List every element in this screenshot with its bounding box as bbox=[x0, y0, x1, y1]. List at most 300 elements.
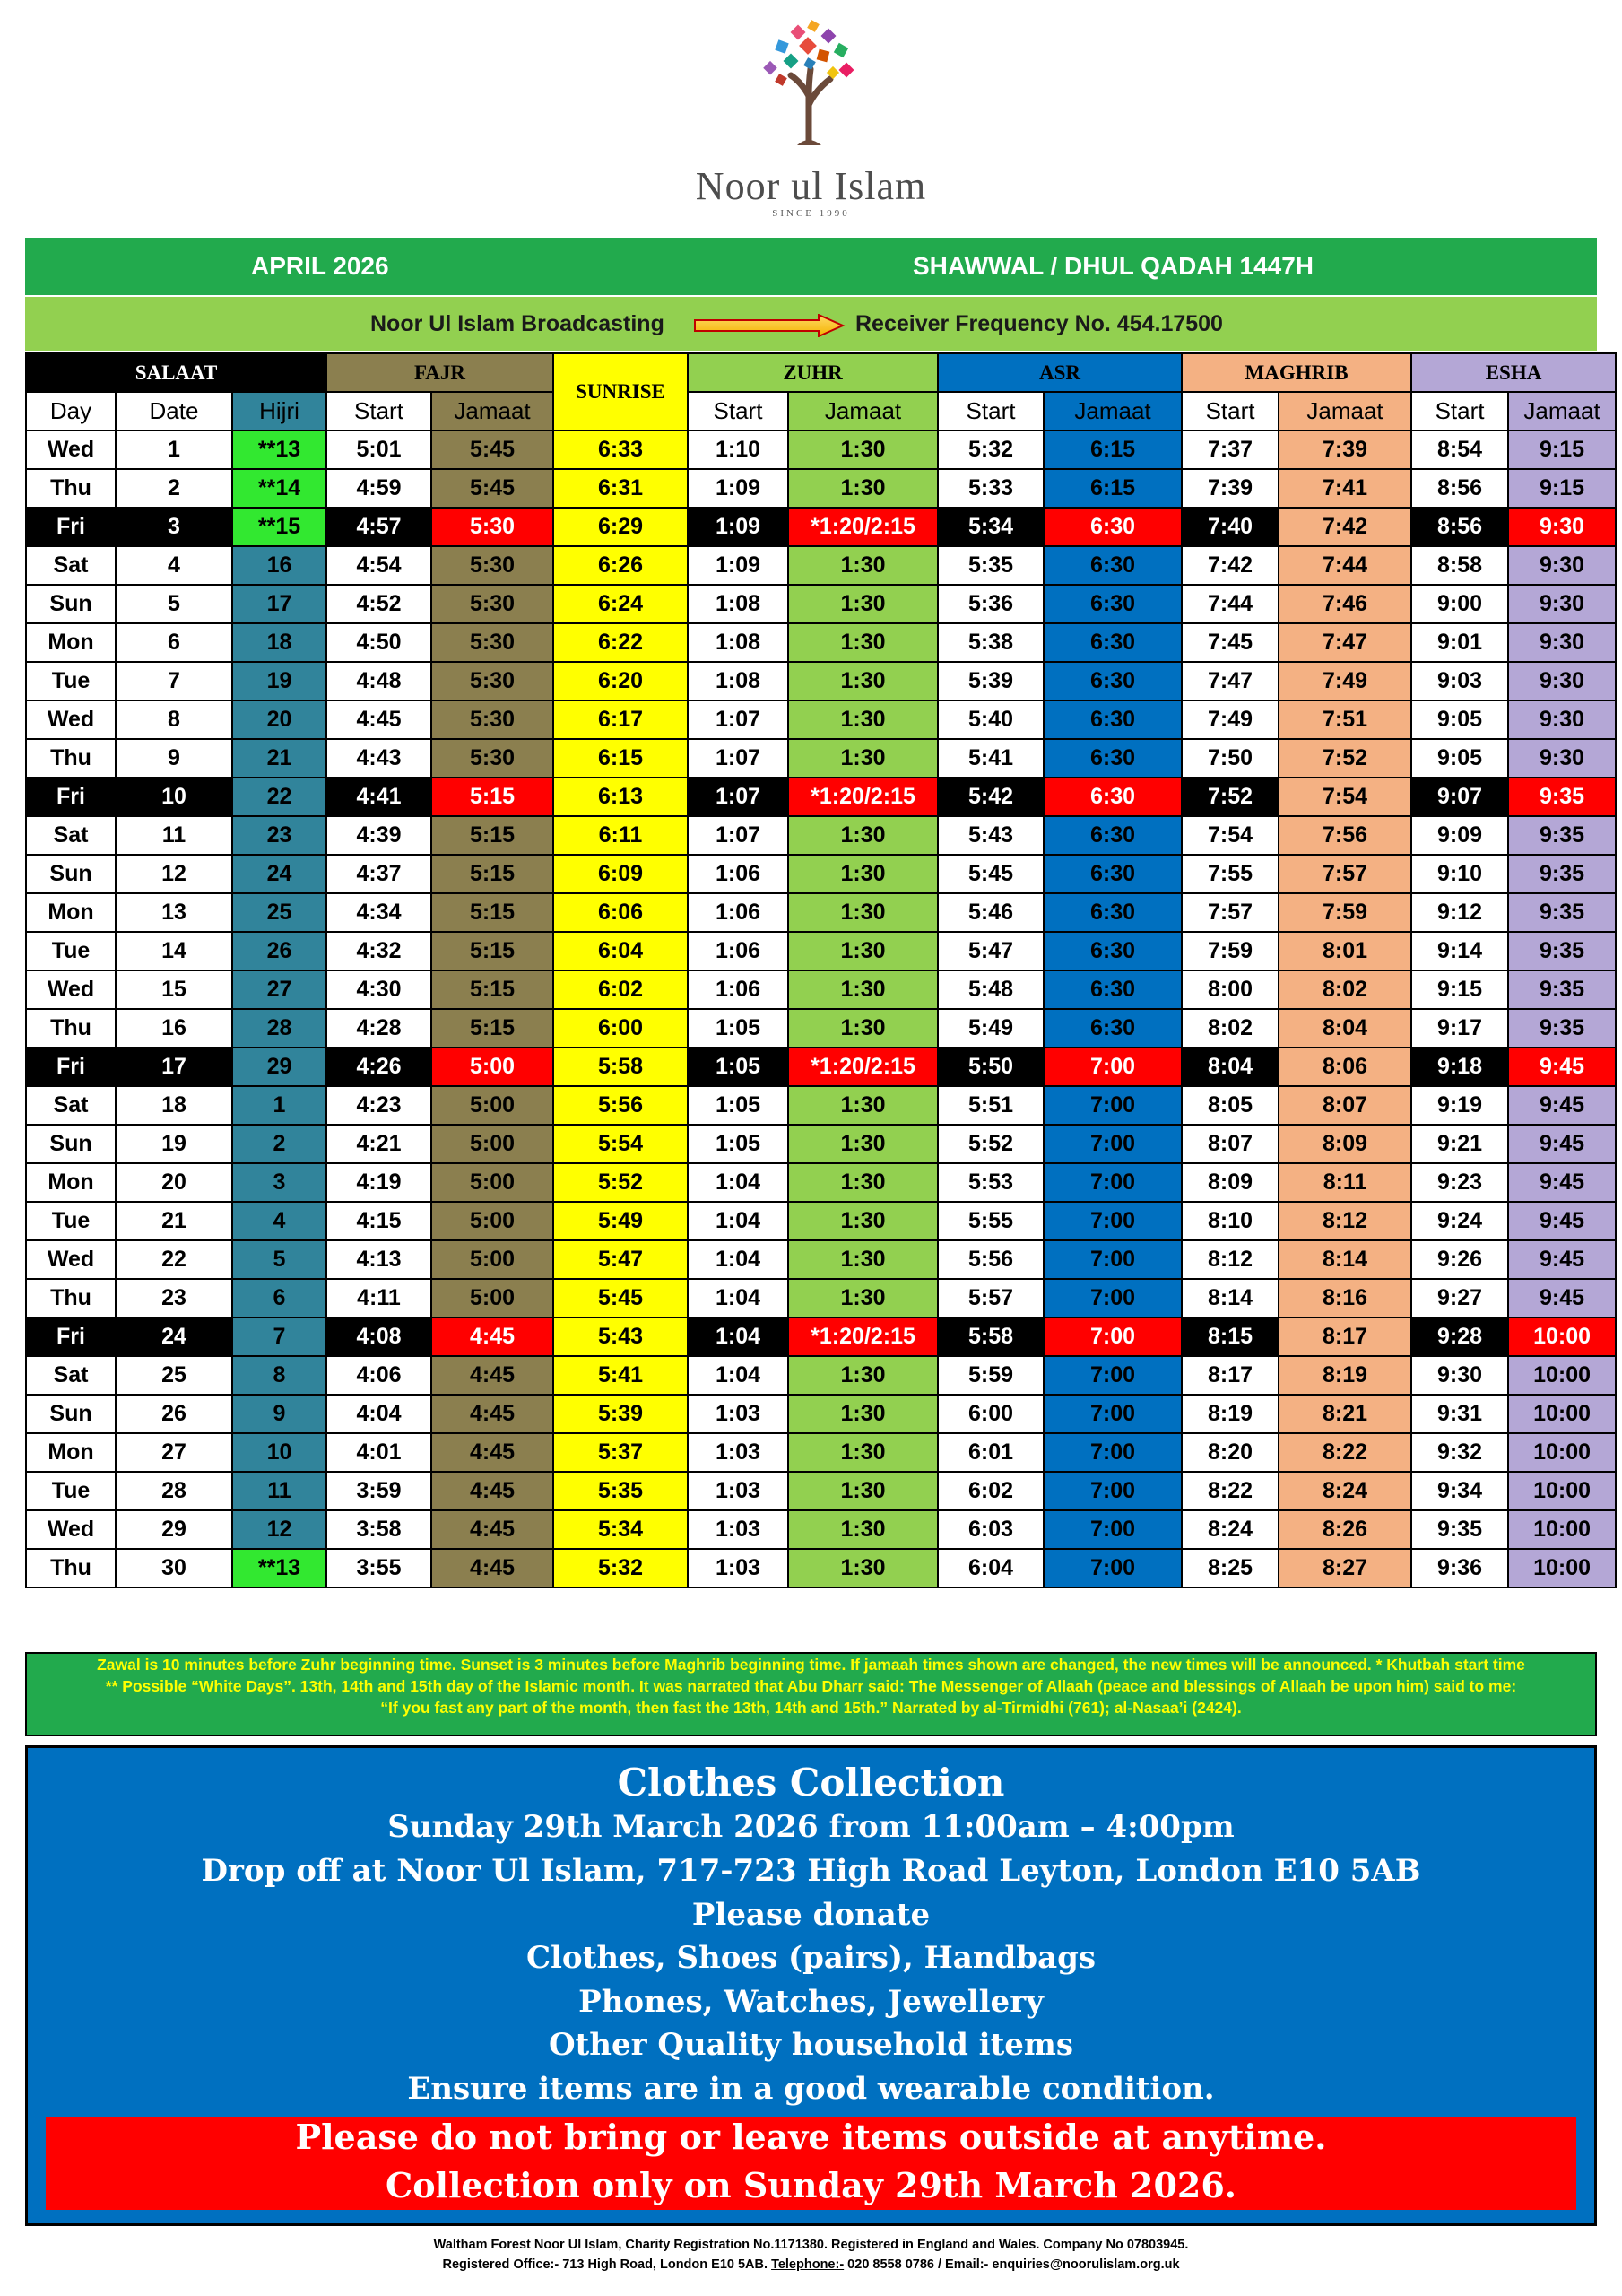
zuhr-jamaat-cell: 1:30 bbox=[788, 1163, 938, 1202]
asr-header: ASR bbox=[938, 353, 1182, 392]
esha-start-cell: 9:30 bbox=[1411, 1356, 1508, 1395]
asr-start-cell: 5:52 bbox=[938, 1125, 1044, 1163]
asr-jamaat-cell: 6:15 bbox=[1044, 469, 1182, 508]
day-cell: Wed bbox=[26, 1240, 116, 1279]
fajr-start-cell: 4:13 bbox=[326, 1240, 431, 1279]
collection-title: Clothes Collection bbox=[617, 1761, 1005, 1805]
footer bbox=[0, 2235, 1622, 2274]
maghrib-jamaat-cell: 8:16 bbox=[1279, 1279, 1411, 1318]
table-row bbox=[26, 1279, 1616, 1318]
day-cell: Mon bbox=[26, 1433, 116, 1472]
asr-start-cell: 6:04 bbox=[938, 1549, 1044, 1587]
collection-address: Drop off at Noor Ul Islam, 717-723 High Road Leyton, London E10 5AB bbox=[201, 1853, 1421, 1889]
hijri-cell: **15 bbox=[232, 508, 326, 546]
maghrib-start-cell: 7:57 bbox=[1182, 893, 1279, 932]
fajr-jamaat-cell: 4:45 bbox=[431, 1510, 553, 1549]
esha-jamaat-header: Jamaat bbox=[1508, 392, 1616, 430]
esha-start-cell: 9:23 bbox=[1411, 1163, 1508, 1202]
hijri-cell: 2 bbox=[232, 1125, 326, 1163]
maghrib-jamaat-cell: 8:17 bbox=[1279, 1318, 1411, 1356]
maghrib-start-cell: 8:25 bbox=[1182, 1549, 1279, 1587]
footer-line-2 bbox=[0, 2255, 1622, 2274]
date-cell: 24 bbox=[116, 1318, 232, 1356]
hijri-cell: **13 bbox=[232, 430, 326, 469]
esha-start-cell: 9:00 bbox=[1411, 585, 1508, 623]
sunrise-cell: 5:34 bbox=[553, 1510, 688, 1549]
asr-jamaat-cell: 6:30 bbox=[1044, 816, 1182, 855]
esha-jamaat-cell: 9:15 bbox=[1508, 469, 1616, 508]
zuhr-jamaat-cell: 1:30 bbox=[788, 1125, 938, 1163]
date-col-header: Date bbox=[116, 392, 232, 430]
fajr-jamaat-cell: 5:30 bbox=[431, 546, 553, 585]
zuhr-jamaat-cell: 1:30 bbox=[788, 932, 938, 970]
hijri-cell: 12 bbox=[232, 1510, 326, 1549]
sunrise-cell: 6:33 bbox=[553, 430, 688, 469]
sunrise-cell: 5:39 bbox=[553, 1395, 688, 1433]
sunrise-cell: 6:31 bbox=[553, 469, 688, 508]
hijri-cell: 10 bbox=[232, 1433, 326, 1472]
fajr-start-cell: 4:28 bbox=[326, 1009, 431, 1048]
hijri-cell: 17 bbox=[232, 585, 326, 623]
esha-jamaat-cell: 9:35 bbox=[1508, 1009, 1616, 1048]
fajr-start-header: Start bbox=[326, 392, 431, 430]
esha-start-cell: 9:19 bbox=[1411, 1086, 1508, 1125]
brand-since: SINCE 1990 bbox=[772, 208, 850, 219]
day-cell: Tue bbox=[26, 662, 116, 700]
asr-jamaat-cell: 7:00 bbox=[1044, 1125, 1182, 1163]
sunrise-cell: 6:00 bbox=[553, 1009, 688, 1048]
maghrib-jamaat-cell: 8:02 bbox=[1279, 970, 1411, 1009]
zuhr-start-cell: 1:04 bbox=[688, 1202, 788, 1240]
day-col-header: Day bbox=[26, 392, 116, 430]
fajr-start-cell: 4:30 bbox=[326, 970, 431, 1009]
zuhr-start-cell: 1:09 bbox=[688, 508, 788, 546]
date-cell: 17 bbox=[116, 1048, 232, 1086]
asr-jamaat-cell: 6:30 bbox=[1044, 932, 1182, 970]
esha-jamaat-cell: 9:30 bbox=[1508, 700, 1616, 739]
maghrib-start-cell: 7:54 bbox=[1182, 816, 1279, 855]
date-cell: 28 bbox=[116, 1472, 232, 1510]
asr-jamaat-cell: 6:15 bbox=[1044, 430, 1182, 469]
date-cell: 10 bbox=[116, 778, 232, 816]
esha-start-cell: 9:21 bbox=[1411, 1125, 1508, 1163]
date-cell: 19 bbox=[116, 1125, 232, 1163]
asr-jamaat-cell: 7:00 bbox=[1044, 1510, 1182, 1549]
asr-jamaat-cell: 6:30 bbox=[1044, 546, 1182, 585]
maghrib-start-cell: 7:55 bbox=[1182, 855, 1279, 893]
donate-item: Phones, Watches, Jewellery bbox=[578, 1984, 1044, 2020]
fajr-jamaat-cell: 5:30 bbox=[431, 700, 553, 739]
zuhr-jamaat-cell: 1:30 bbox=[788, 1472, 938, 1510]
date-cell: 15 bbox=[116, 970, 232, 1009]
asr-jamaat-cell: 7:00 bbox=[1044, 1472, 1182, 1510]
maghrib-jamaat-cell: 8:11 bbox=[1279, 1163, 1411, 1202]
prayer-timetable bbox=[25, 352, 1617, 1588]
sunrise-cell: 5:47 bbox=[553, 1240, 688, 1279]
date-cell: 27 bbox=[116, 1433, 232, 1472]
maghrib-jamaat-cell: 8:07 bbox=[1279, 1086, 1411, 1125]
esha-start-cell: 9:07 bbox=[1411, 778, 1508, 816]
esha-start-cell: 8:56 bbox=[1411, 469, 1508, 508]
asr-jamaat-cell: 7:00 bbox=[1044, 1086, 1182, 1125]
hijri-cell: 21 bbox=[232, 739, 326, 778]
fajr-start-cell: 4:32 bbox=[326, 932, 431, 970]
zuhr-start-cell: 1:07 bbox=[688, 816, 788, 855]
table-row bbox=[26, 1009, 1616, 1048]
asr-start-cell: 5:35 bbox=[938, 546, 1044, 585]
maghrib-header: MAGHRIB bbox=[1182, 353, 1411, 392]
zuhr-start-cell: 1:03 bbox=[688, 1433, 788, 1472]
zuhr-start-cell: 1:04 bbox=[688, 1356, 788, 1395]
date-cell: 29 bbox=[116, 1510, 232, 1549]
maghrib-start-cell: 8:24 bbox=[1182, 1510, 1279, 1549]
table-row bbox=[26, 932, 1616, 970]
date-cell: 4 bbox=[116, 546, 232, 585]
asr-start-cell: 5:49 bbox=[938, 1009, 1044, 1048]
maghrib-jamaat-cell: 7:57 bbox=[1279, 855, 1411, 893]
asr-jamaat-cell: 7:00 bbox=[1044, 1202, 1182, 1240]
table-row bbox=[26, 1510, 1616, 1549]
zuhr-start-cell: 1:09 bbox=[688, 469, 788, 508]
day-cell: Wed bbox=[26, 430, 116, 469]
esha-jamaat-cell: 10:00 bbox=[1508, 1318, 1616, 1356]
asr-jamaat-cell: 6:30 bbox=[1044, 623, 1182, 662]
zuhr-start-cell: 1:08 bbox=[688, 623, 788, 662]
asr-start-cell: 5:59 bbox=[938, 1356, 1044, 1395]
sunrise-cell: 6:26 bbox=[553, 546, 688, 585]
date-cell: 21 bbox=[116, 1202, 232, 1240]
zuhr-start-cell: 1:06 bbox=[688, 932, 788, 970]
zuhr-jamaat-cell: 1:30 bbox=[788, 893, 938, 932]
sunrise-cell: 5:49 bbox=[553, 1202, 688, 1240]
asr-jamaat-cell: 7:00 bbox=[1044, 1356, 1182, 1395]
esha-jamaat-cell: 9:45 bbox=[1508, 1086, 1616, 1125]
date-cell: 9 bbox=[116, 739, 232, 778]
zuhr-jamaat-cell: *1:20/2:15 bbox=[788, 1048, 938, 1086]
day-cell: Sun bbox=[26, 585, 116, 623]
date-cell: 20 bbox=[116, 1163, 232, 1202]
maghrib-jamaat-cell: 7:39 bbox=[1279, 430, 1411, 469]
asr-jamaat-cell: 6:30 bbox=[1044, 893, 1182, 932]
maghrib-jamaat-cell: 7:56 bbox=[1279, 816, 1411, 855]
table-row bbox=[26, 1202, 1616, 1240]
maghrib-jamaat-cell: 8:09 bbox=[1279, 1125, 1411, 1163]
footer-line-1: Waltham Forest Noor Ul Islam, Charity Registration No.1171380. Registered in England and Wales. Company No 07803945. bbox=[433, 2238, 1189, 2252]
asr-start-cell: 5:48 bbox=[938, 970, 1044, 1009]
fajr-start-cell: 4:48 bbox=[326, 662, 431, 700]
fajr-jamaat-cell: 5:30 bbox=[431, 585, 553, 623]
sunrise-cell: 5:52 bbox=[553, 1163, 688, 1202]
condition-note: Ensure items are in a good wearable condition. bbox=[407, 2071, 1215, 2107]
warning-banner bbox=[46, 2117, 1576, 2210]
maghrib-jamaat-cell: 8:14 bbox=[1279, 1240, 1411, 1279]
zuhr-jamaat-cell: 1:30 bbox=[788, 1510, 938, 1549]
broadcast-band bbox=[25, 297, 1597, 351]
zuhr-start-cell: 1:04 bbox=[688, 1163, 788, 1202]
hijri-cell: **13 bbox=[232, 1549, 326, 1587]
maghrib-jamaat-cell: 7:54 bbox=[1279, 778, 1411, 816]
fajr-start-cell: 4:52 bbox=[326, 585, 431, 623]
hijri-cell: 3 bbox=[232, 1163, 326, 1202]
esha-jamaat-cell: 10:00 bbox=[1508, 1356, 1616, 1395]
date-cell: 7 bbox=[116, 662, 232, 700]
asr-jamaat-cell: 7:00 bbox=[1044, 1433, 1182, 1472]
collection-date: Sunday 29th March 2026 from 11:00am – 4:00pm bbox=[387, 1809, 1235, 1845]
fajr-jamaat-cell: 5:15 bbox=[431, 778, 553, 816]
zuhr-jamaat-cell: *1:20/2:15 bbox=[788, 508, 938, 546]
warning-line-2: Collection only on Sunday 29th March 2026. bbox=[385, 2165, 1237, 2205]
esha-start-header: Start bbox=[1411, 392, 1508, 430]
table-row bbox=[26, 546, 1616, 585]
hijri-cell: **14 bbox=[232, 469, 326, 508]
sunrise-cell: 6:29 bbox=[553, 508, 688, 546]
date-cell: 16 bbox=[116, 1009, 232, 1048]
fajr-start-cell: 4:19 bbox=[326, 1163, 431, 1202]
zuhr-jamaat-cell: 1:30 bbox=[788, 1202, 938, 1240]
fajr-jamaat-header: Jamaat bbox=[431, 392, 553, 430]
esha-start-cell: 9:17 bbox=[1411, 1009, 1508, 1048]
table-row bbox=[26, 893, 1616, 932]
table-row bbox=[26, 469, 1616, 508]
fajr-jamaat-cell: 4:45 bbox=[431, 1318, 553, 1356]
table-row bbox=[26, 1472, 1616, 1510]
asr-jamaat-cell: 6:30 bbox=[1044, 778, 1182, 816]
fajr-jamaat-cell: 5:30 bbox=[431, 508, 553, 546]
fajr-jamaat-cell: 5:15 bbox=[431, 816, 553, 855]
asr-start-cell: 5:57 bbox=[938, 1279, 1044, 1318]
fajr-start-cell: 4:43 bbox=[326, 739, 431, 778]
zuhr-jamaat-cell: 1:30 bbox=[788, 662, 938, 700]
esha-start-cell: 8:56 bbox=[1411, 508, 1508, 546]
fajr-start-cell: 4:57 bbox=[326, 508, 431, 546]
esha-jamaat-cell: 9:30 bbox=[1508, 508, 1616, 546]
maghrib-start-cell: 7:40 bbox=[1182, 508, 1279, 546]
fajr-jamaat-cell: 5:00 bbox=[431, 1279, 553, 1318]
day-cell: Tue bbox=[26, 1472, 116, 1510]
maghrib-jamaat-cell: 8:06 bbox=[1279, 1048, 1411, 1086]
day-cell: Sun bbox=[26, 855, 116, 893]
esha-start-cell: 9:27 bbox=[1411, 1279, 1508, 1318]
esha-start-cell: 9:15 bbox=[1411, 970, 1508, 1009]
fajr-start-cell: 4:04 bbox=[326, 1395, 431, 1433]
maghrib-start-cell: 7:37 bbox=[1182, 430, 1279, 469]
fajr-start-cell: 5:01 bbox=[326, 430, 431, 469]
brand-name: Noor ul Islam bbox=[695, 164, 927, 208]
fajr-jamaat-cell: 5:45 bbox=[431, 469, 553, 508]
sunrise-cell: 6:24 bbox=[553, 585, 688, 623]
table-row bbox=[26, 1086, 1616, 1125]
note-line-1: Zawal is 10 minutes before Zuhr beginning time. Sunset is 3 minutes before Maghrib beginning time. If jamaah times shown are changed, the new times will be announced. * Khutbah start time bbox=[97, 1656, 1525, 1674]
asr-jamaat-cell: 7:00 bbox=[1044, 1048, 1182, 1086]
asr-start-cell: 5:50 bbox=[938, 1048, 1044, 1086]
esha-start-cell: 9:05 bbox=[1411, 700, 1508, 739]
asr-start-cell: 5:56 bbox=[938, 1240, 1044, 1279]
asr-start-cell: 5:34 bbox=[938, 508, 1044, 546]
fajr-start-cell: 4:34 bbox=[326, 893, 431, 932]
table-row bbox=[26, 662, 1616, 700]
day-cell: Fri bbox=[26, 1048, 116, 1086]
asr-start-cell: 5:36 bbox=[938, 585, 1044, 623]
date-cell: 23 bbox=[116, 1279, 232, 1318]
date-cell: 5 bbox=[116, 585, 232, 623]
zuhr-start-cell: 1:07 bbox=[688, 739, 788, 778]
day-cell: Thu bbox=[26, 1279, 116, 1318]
sunrise-cell: 6:11 bbox=[553, 816, 688, 855]
zuhr-start-cell: 1:03 bbox=[688, 1510, 788, 1549]
fajr-jamaat-cell: 5:00 bbox=[431, 1202, 553, 1240]
asr-jamaat-cell: 6:30 bbox=[1044, 585, 1182, 623]
asr-start-cell: 5:38 bbox=[938, 623, 1044, 662]
maghrib-jamaat-cell: 7:44 bbox=[1279, 546, 1411, 585]
maghrib-jamaat-cell: 7:49 bbox=[1279, 662, 1411, 700]
day-cell: Wed bbox=[26, 1510, 116, 1549]
month-band bbox=[25, 238, 1597, 295]
fajr-jamaat-cell: 5:15 bbox=[431, 970, 553, 1009]
sunrise-cell: 6:20 bbox=[553, 662, 688, 700]
asr-start-cell: 5:46 bbox=[938, 893, 1044, 932]
maghrib-start-cell: 8:10 bbox=[1182, 1202, 1279, 1240]
hijri-cell: 5 bbox=[232, 1240, 326, 1279]
zuhr-jamaat-cell: 1:30 bbox=[788, 855, 938, 893]
asr-start-cell: 6:00 bbox=[938, 1395, 1044, 1433]
zuhr-jamaat-cell: 1:30 bbox=[788, 1009, 938, 1048]
fajr-jamaat-cell: 5:00 bbox=[431, 1240, 553, 1279]
maghrib-jamaat-cell: 7:41 bbox=[1279, 469, 1411, 508]
zuhr-start-cell: 1:05 bbox=[688, 1125, 788, 1163]
sunrise-cell: 5:54 bbox=[553, 1125, 688, 1163]
maghrib-jamaat-cell: 7:59 bbox=[1279, 893, 1411, 932]
zuhr-jamaat-cell: 1:30 bbox=[788, 1395, 938, 1433]
date-cell: 11 bbox=[116, 816, 232, 855]
sunrise-cell: 5:56 bbox=[553, 1086, 688, 1125]
table-row bbox=[26, 1048, 1616, 1086]
zuhr-start-cell: 1:05 bbox=[688, 1048, 788, 1086]
asr-start-cell: 5:47 bbox=[938, 932, 1044, 970]
zuhr-start-cell: 1:10 bbox=[688, 430, 788, 469]
day-cell: Fri bbox=[26, 1318, 116, 1356]
esha-start-cell: 9:03 bbox=[1411, 662, 1508, 700]
table-row bbox=[26, 1318, 1616, 1356]
date-cell: 14 bbox=[116, 932, 232, 970]
day-cell: Thu bbox=[26, 1009, 116, 1048]
table-row bbox=[26, 1125, 1616, 1163]
zuhr-header: ZUHR bbox=[688, 353, 938, 392]
fajr-jamaat-cell: 5:45 bbox=[431, 430, 553, 469]
maghrib-start-cell: 7:44 bbox=[1182, 585, 1279, 623]
hijri-cell: 4 bbox=[232, 1202, 326, 1240]
day-cell: Tue bbox=[26, 1202, 116, 1240]
fajr-jamaat-cell: 5:30 bbox=[431, 623, 553, 662]
maghrib-jamaat-cell: 8:19 bbox=[1279, 1356, 1411, 1395]
fajr-start-cell: 3:59 bbox=[326, 1472, 431, 1510]
sunrise-cell: 5:41 bbox=[553, 1356, 688, 1395]
maghrib-jamaat-header: Jamaat bbox=[1279, 392, 1411, 430]
tree-logo-icon bbox=[757, 20, 864, 145]
maghrib-start-cell: 8:02 bbox=[1182, 1009, 1279, 1048]
zuhr-jamaat-cell: 1:30 bbox=[788, 1433, 938, 1472]
day-cell: Tue bbox=[26, 932, 116, 970]
asr-jamaat-cell: 6:30 bbox=[1044, 700, 1182, 739]
logo bbox=[0, 20, 1622, 219]
fajr-start-cell: 4:54 bbox=[326, 546, 431, 585]
fajr-jamaat-cell: 5:00 bbox=[431, 1048, 553, 1086]
maghrib-start-cell: 8:04 bbox=[1182, 1048, 1279, 1086]
asr-jamaat-cell: 7:00 bbox=[1044, 1395, 1182, 1433]
warning-line-1: Please do not bring or leave items outside at anytime. bbox=[295, 2117, 1327, 2157]
esha-jamaat-cell: 10:00 bbox=[1508, 1549, 1616, 1587]
zuhr-jamaat-cell: 1:30 bbox=[788, 1356, 938, 1395]
date-cell: 12 bbox=[116, 855, 232, 893]
date-cell: 25 bbox=[116, 1356, 232, 1395]
fajr-header: FAJR bbox=[326, 353, 553, 392]
asr-start-cell: 6:01 bbox=[938, 1433, 1044, 1472]
gregorian-month: APRIL 2026 bbox=[251, 252, 389, 280]
esha-jamaat-cell: 9:35 bbox=[1508, 855, 1616, 893]
sunrise-cell: 6:22 bbox=[553, 623, 688, 662]
fajr-jamaat-cell: 5:15 bbox=[431, 893, 553, 932]
asr-jamaat-cell: 6:30 bbox=[1044, 662, 1182, 700]
table-row bbox=[26, 700, 1616, 739]
date-cell: 6 bbox=[116, 623, 232, 662]
table-row bbox=[26, 970, 1616, 1009]
table-row bbox=[26, 1356, 1616, 1395]
broadcast-label: Noor Ul Islam Broadcasting bbox=[370, 311, 664, 336]
asr-jamaat-cell: 7:00 bbox=[1044, 1240, 1182, 1279]
esha-jamaat-cell: 9:45 bbox=[1508, 1279, 1616, 1318]
day-cell: Sun bbox=[26, 1395, 116, 1433]
zuhr-start-cell: 1:08 bbox=[688, 585, 788, 623]
esha-jamaat-cell: 10:00 bbox=[1508, 1472, 1616, 1510]
maghrib-jamaat-cell: 8:04 bbox=[1279, 1009, 1411, 1048]
zuhr-start-cell: 1:03 bbox=[688, 1472, 788, 1510]
esha-start-cell: 9:10 bbox=[1411, 855, 1508, 893]
zuhr-start-cell: 1:04 bbox=[688, 1279, 788, 1318]
fajr-jamaat-cell: 5:15 bbox=[431, 1009, 553, 1048]
esha-start-cell: 9:01 bbox=[1411, 623, 1508, 662]
sunrise-cell: 6:09 bbox=[553, 855, 688, 893]
fajr-jamaat-cell: 5:30 bbox=[431, 662, 553, 700]
fajr-jamaat-cell: 5:00 bbox=[431, 1163, 553, 1202]
day-cell: Thu bbox=[26, 469, 116, 508]
zuhr-jamaat-cell: 1:30 bbox=[788, 970, 938, 1009]
esha-jamaat-cell: 9:35 bbox=[1508, 970, 1616, 1009]
day-cell: Sat bbox=[26, 546, 116, 585]
salaat-header: SALAAT bbox=[26, 353, 326, 392]
asr-jamaat-cell: 7:00 bbox=[1044, 1279, 1182, 1318]
day-cell: Wed bbox=[26, 700, 116, 739]
esha-start-cell: 9:34 bbox=[1411, 1472, 1508, 1510]
maghrib-jamaat-cell: 8:12 bbox=[1279, 1202, 1411, 1240]
arrow-right-icon bbox=[693, 314, 846, 337]
frequency-label: Receiver Frequency No. 454.17500 bbox=[855, 311, 1223, 336]
day-cell: Fri bbox=[26, 778, 116, 816]
esha-jamaat-cell: 9:30 bbox=[1508, 662, 1616, 700]
sunrise-cell: 6:06 bbox=[553, 893, 688, 932]
note-line-2: ** Possible “White Days”. 13th, 14th and 15th day of the Islamic month. It was narrated that Abu Dharr said: The Messenger of Allaah (peace and blessings of Allaah be upon him) said to me: bbox=[105, 1677, 1517, 1695]
sunrise-cell: 6:17 bbox=[553, 700, 688, 739]
maghrib-start-cell: 7:39 bbox=[1182, 469, 1279, 508]
asr-start-cell: 5:32 bbox=[938, 430, 1044, 469]
zuhr-jamaat-cell: 1:30 bbox=[788, 546, 938, 585]
asr-start-cell: 5:51 bbox=[938, 1086, 1044, 1125]
day-cell: Mon bbox=[26, 893, 116, 932]
hijri-cell: 26 bbox=[232, 932, 326, 970]
maghrib-jamaat-cell: 8:27 bbox=[1279, 1549, 1411, 1587]
maghrib-start-cell: 7:45 bbox=[1182, 623, 1279, 662]
maghrib-start-cell: 7:52 bbox=[1182, 778, 1279, 816]
asr-start-cell: 5:43 bbox=[938, 816, 1044, 855]
esha-jamaat-cell: 9:30 bbox=[1508, 623, 1616, 662]
